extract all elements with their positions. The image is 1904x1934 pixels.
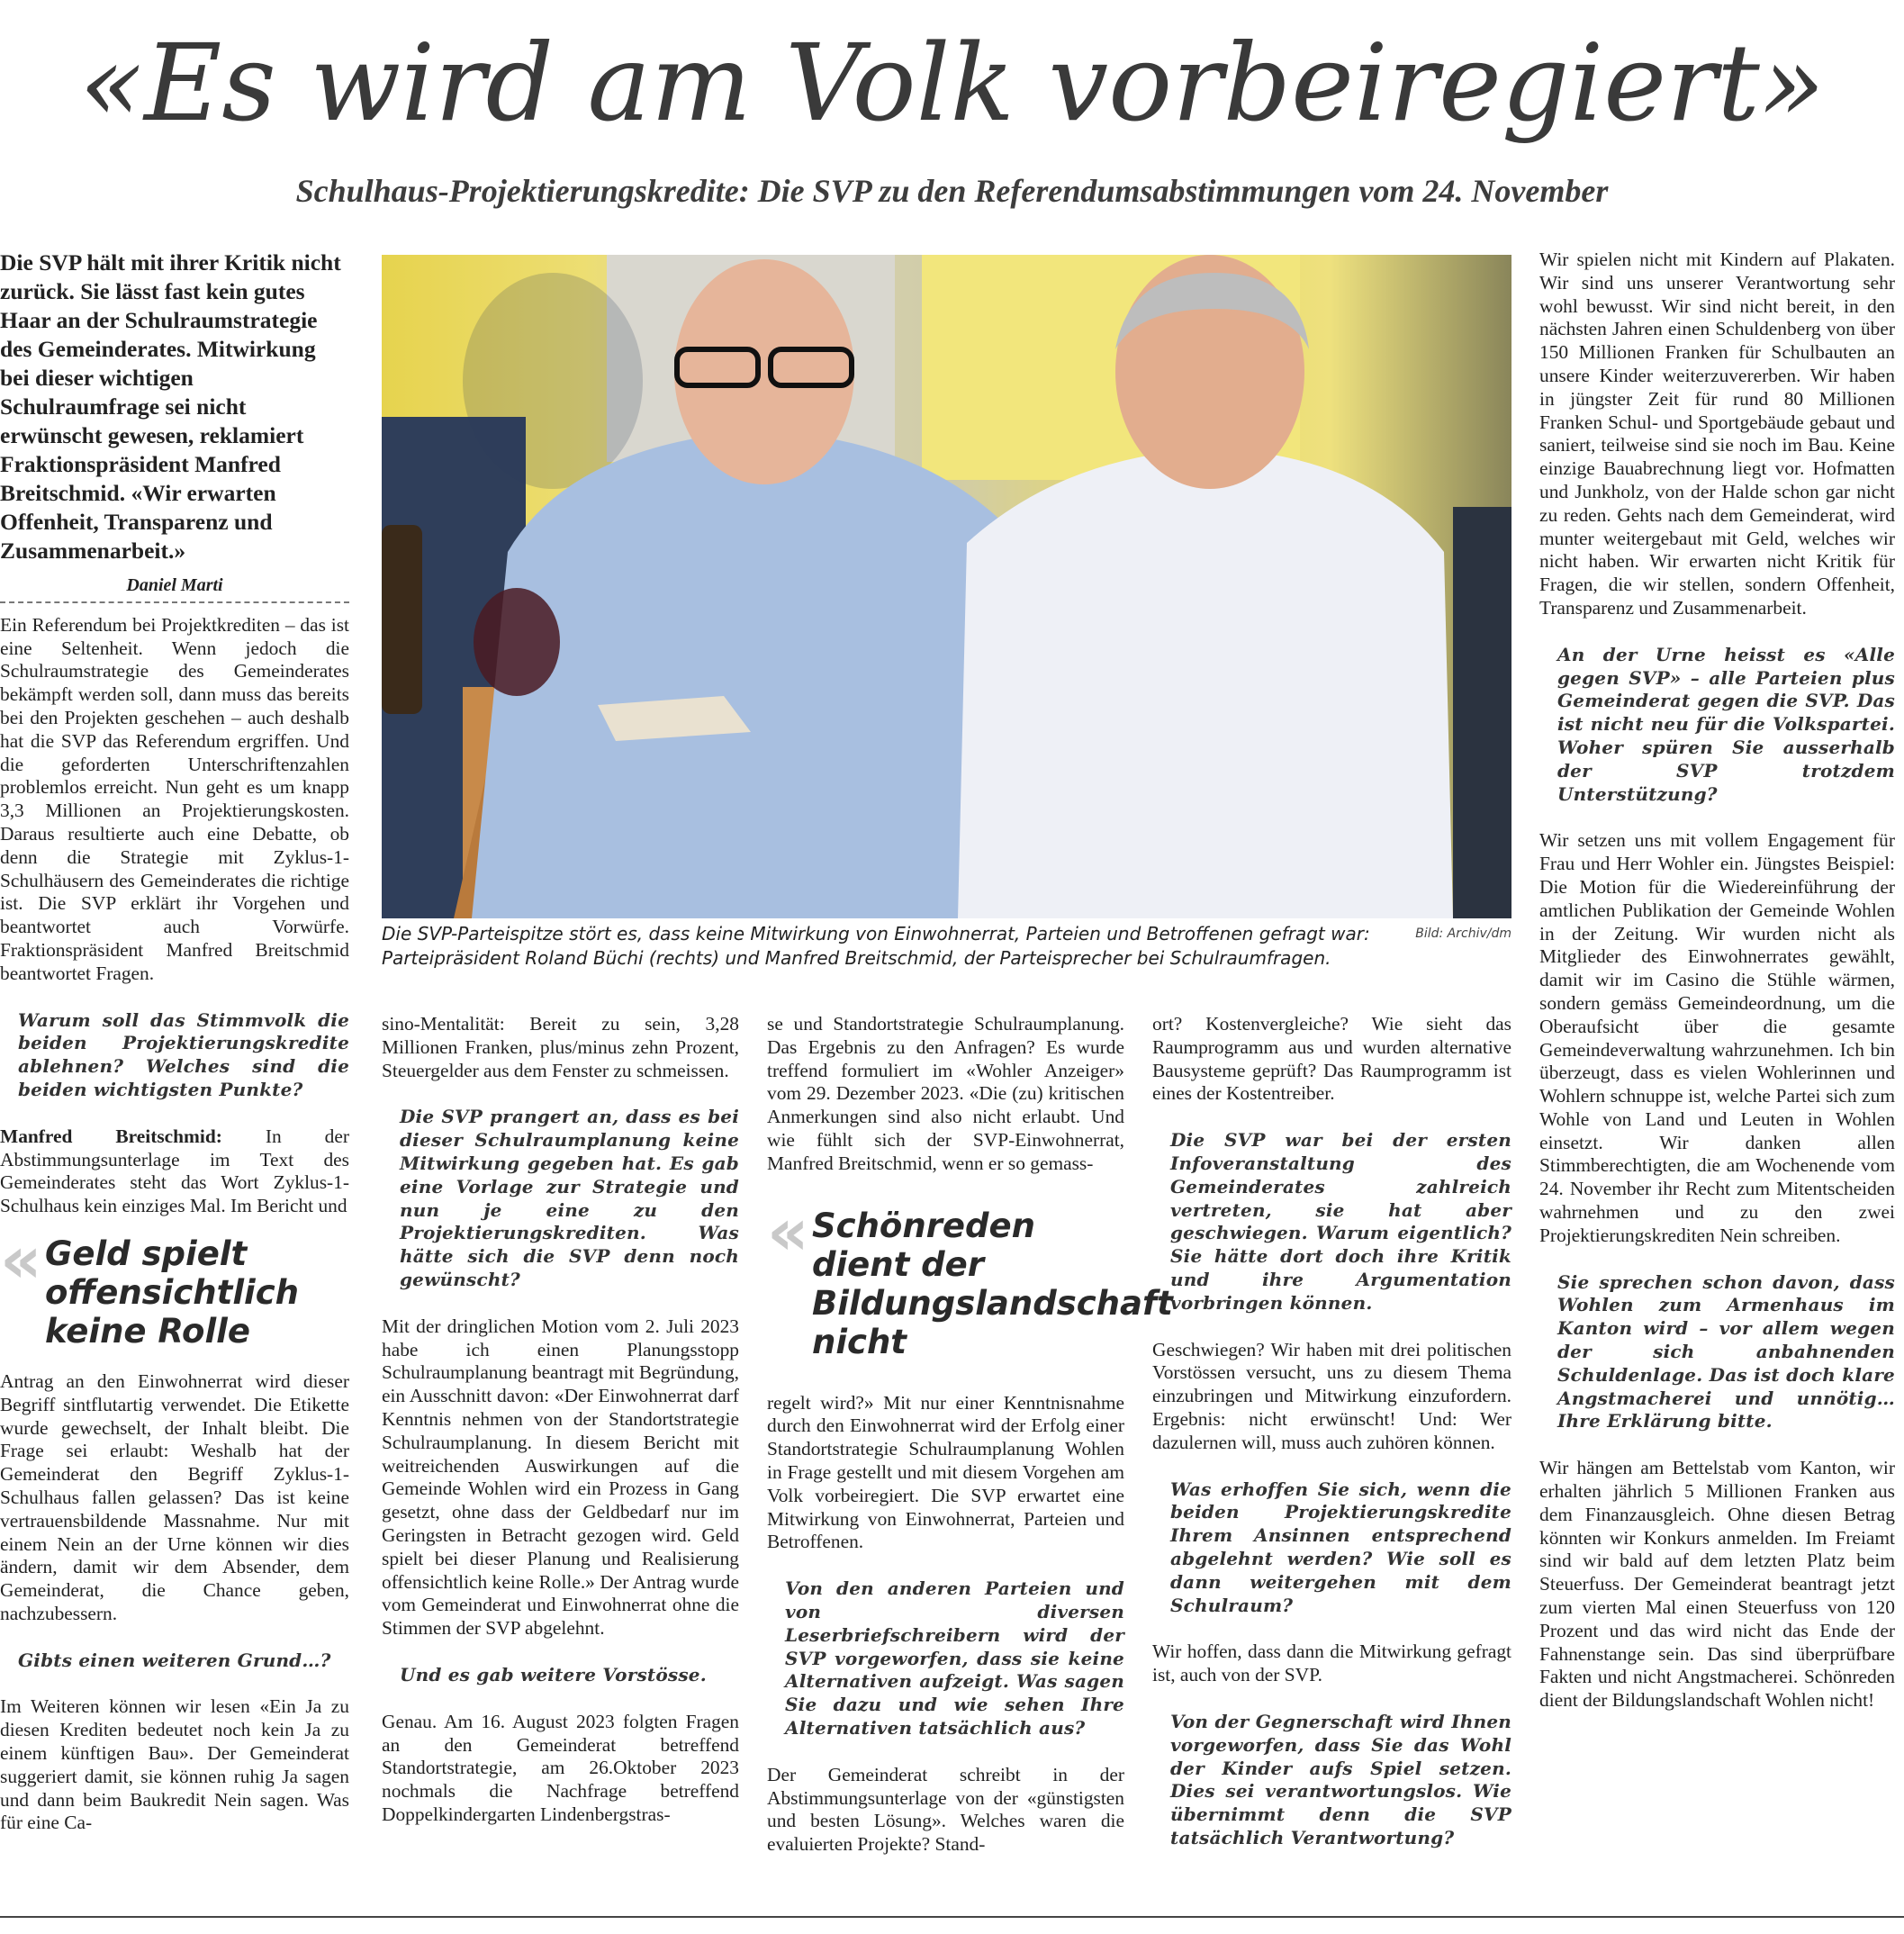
interview-question: Die SVP war bei der ersten Infoveranstaltung des Gemeinderates zahlreich vertreten, sie hat aber geschwiegen. Warum eigentlich? Sie hätte dort doch ihre Kritik und ihre Argumentation vorbringen können. <box>1170 1129 1511 1314</box>
paragraph: Der Gemeinderat schreibt in der Abstimmungsunterlage von der «günstigsten und besten Lösung». Welches waren die evaluierten Projekte? Stand- <box>767 1763 1124 1856</box>
photo-illustration <box>382 255 1511 918</box>
bottom-rule <box>0 1916 1904 1918</box>
quote-mark-icon: « <box>0 1221 42 1297</box>
interview-question: Die SVP prangert an, dass es bei dieser Schulraumplanung keine Mitwirkung gegeben hat. Es gab eine Vorlage zur Strategie und nun je eine zu den Projektierungskrediten. Was hätte sich die SVP denn noch gewünscht? <box>400 1106 739 1290</box>
paragraph: se und Standortstrategie Schulraumplanung. Das Ergebnis zu den Anfragen? Es wurde treffend formuliert im «Wohler Anzeiger» vom 29. Dezember 2023. «Die (zu) kritischen Anmerkungen sind also nicht erlaubt. Und wie fühlt sich der SVP-Einwohnerrat, Manfred Breitschmid, wenn er so gemass- <box>767 1013 1124 1174</box>
interview-question: Von der Gegnerschaft wird Ihnen vorgeworfen, dass Sie das Wohl der Kinder aufs Spiel setzen. Dies sei verantwortungslos. Wie übernimmt denn die SVP tatsächlich Verantwortung? <box>1170 1710 1511 1848</box>
paragraph <box>0 1125 349 1218</box>
interview-question: An der Urne heisst es «Alle gegen SVP» – alle Parteien plus Gemeinderat gegen die SVP. Das ist nicht neu für die Volkspartei. Woher spüren Sie ausserhalb der SVP trotzdem Unterstützung? <box>1557 643 1895 805</box>
interview-question: Was erhoffen Sie sich, wenn die beiden Projektierungskredite Ihrem Ansinnen entsprechend abgelehnt werden? Wie soll es dann weitergehen mit dem Schulraum? <box>1170 1478 1511 1616</box>
subheadline: Schulhaus-Projektierungskredite: Die SVP zu den Referendumsabstimmungen vom 24. November <box>295 173 1609 209</box>
photo-caption <box>382 922 1511 971</box>
column-3 <box>767 1013 1173 1913</box>
pull-quote <box>0 1221 349 1351</box>
caption-line: Die SVP-Parteispitze stört es, dass keine Mitwirkung von Einwohnerrat, Parteien und Betroffenen gefragt war: <box>382 923 1370 944</box>
interview-question: Und es gab weitere Vorstösse. <box>400 1663 707 1685</box>
paragraph: Genau. Am 16. August 2023 folgten Fragen an den Gemeinderat betreffend Standortstrategie, am 26.Oktober 2023 nochmals die Nachfrage betreffend Doppelkindergarten Lindenbergstras- <box>382 1710 739 1825</box>
author-byline: Daniel Marti <box>0 565 349 603</box>
paragraph: Antrag an den Einwohnerrat wird dieser Begriff sintflutartig verwendet. Die Etikette wurde gewechselt, der Inhalt bleibt. Die Frage sei erlaubt: Weshalb hat der Gemeinderat den Begriff Zyklus-1-Schulhaus fallen gelassen? Das ist keine vertrauensbildende Massnahme. Nur mit einem Nein an der Urne können wir dies ändern, damit wir dem Absender, dem Gemeinderat, die Chance geben, nachzubessern. <box>0 1369 349 1624</box>
paragraph: Wir setzen uns mit vollem Engagement für Frau und Herr Wohler ein. Jüngstes Beispiel: Die Motion für die Wiedereinführung der amtlichen Publikation der Gemeinde Wohlen in der Zeitung. Wir wurden nicht als Mitglieder des Einwohnerrates gewählt, damit wir im Casino die Stühle wärmen, sondern gemäss Gemeindeordnung, um die Oberaufsicht über die gesamte Gemeindeverwaltung wahrzunehmen. Ich bin überzeugt, dass es vielen Wohlerinnen und Wohlern schnuppe ist, welche Partei sich zum Wohle von Land und Leuten in Wohlen einsetzt. Wir danken allen Stimmberechtigten, die am Wochenende vom 24. November ihr Recht zum Mitentscheiden wahrnehmen und zu den zwei Projektierungskrediten Nein schreiben. <box>1539 829 1895 1246</box>
column-1 <box>0 249 349 1914</box>
lead-paragraph: Die SVP hält mit ihrer Kritik nicht zurück. Sie lässt fast kein gutes Haar an der Schulraumstrategie des Gemeinderates. Mitwirkung bei dieser wichtigen Schulraumfrage sei nicht erwünscht gewesen, reklamiert Fraktionspräsident Manfred Breitschmid. «Wir erwarten Offenheit, Transparenz und Zusammenarbeit.» <box>0 249 341 564</box>
paragraph: regelt wird?» Mit nur einer Kenntnisnahme durch den Einwohnerrat wird der Erfolg einer Standortstrategie Schulraumplanung Wohlen in Frage gestellt und mit diesem Vorgehen am Volk vorbeiregiert. Die SVP erwartet eine Mitwirkung von Einwohnerrat, Parteien und Betroffenen. <box>767 1391 1124 1553</box>
column-4 <box>1152 1013 1511 1913</box>
pull-quote-text: Geld spielt offensichtlich keine Rolle <box>45 1234 299 1351</box>
pull-quote-text: Schönreden dient der Bildungslandschaft nicht <box>812 1206 1173 1361</box>
interview-question: Sie sprechen schon davon, dass Wohlen zum Armenhaus im Kanton wird – vor allem wegen der sich anbahnenden Schuldenlage. Das ist doch klare Angstmacherei und unnötig… Ihre Erklärung bitte. <box>1557 1270 1895 1432</box>
pull-quote <box>767 1193 1173 1361</box>
paragraph: Mit der dringlichen Motion vom 2. Juli 2023 habe ich einen Planungsstopp Schulraumplanung beantragt mit Begründung, ein Ausschnitt davon: «Der Einwohnerrat darf Kenntnis nehmen von der Standortstrategie Schulraumplanung. In diesem Bericht mit weitreichenden Auswirkungen auf die Gemeinde Wohlen wird ein Prozess in Gang gesetzt, ohne dass der Geldbedarf nur im Geringsten in Betracht gezogen wird. Geld spielt bei dieser Planung und Realisierung offensichtlich keine Rolle.» Der Antrag wurde vom Gemeinderat und Einwohnerrat ohne die Stimmen der SVP abgelehnt. <box>382 1315 739 1640</box>
interview-question: Von den anderen Parteien und von diversen Leserbriefschreibern wird der SVP vorgeworfen, dass sie keine Alternativen aufzeigt. Was sagen Sie dazu und wie sehen Ihre Alternativen tatsächlich aus? <box>785 1577 1124 1739</box>
paragraph: Ein Referendum bei Projektkrediten – das ist eine Seltenheit. Wenn jedoch die Schulraumstrategie des Gemeinderates bekämpft werden soll, dann muss das bereits bei den Projekten geschehen – auch deshalb hat die SVP das Referendum ergriffen. Und die geforderten Unterschriftenzahlen problemlos erreicht. Nun geht es um knapp 3,3 Millionen an Projektierungskosten. Daraus resultierte auch eine Debatte, ob denn die Strategie mit Zyklus-1-Schulhäusern des Gemeinderates die richtige ist. Die SVP erklärt ihr Vorgehen und beantwortet auch Vorwürfe. Fraktionspräsident Manfred Breitschmid beantwortet Fragen. <box>0 613 349 984</box>
interview-question: Warum soll das Stimmvolk die beiden Projektierungskredite ablehnen? Welches sind die beiden wichtigsten Punkte? <box>18 1008 349 1100</box>
paragraph: ort? Kostenvergleiche? Wie sieht das Raumprogramm aus und wurden alternative Bausysteme geprüft? Das Raumprogramm ist eines der Kostentreiber. <box>1152 1013 1511 1105</box>
photo-credit: Bild: Archiv/dm <box>1415 926 1511 941</box>
quote-mark-icon: « <box>767 1193 809 1270</box>
paragraph: Im Weiteren können wir lesen «Ein Ja zu diesen Krediten bedeutet noch kein Ja zu einem künftigen Bau». Der Gemeinderat suggeriert damit, sie können ruhig Ja sagen und dann beim Baukredit Nein sagen. Was für eine Ca- <box>0 1695 349 1834</box>
headline: «Es wird am Volk vorbeiregiert» <box>78 21 1826 145</box>
column-2 <box>382 1013 739 1913</box>
paragraph: Wir hoffen, dass dann die Mitwirkung gefragt ist, auch von der SVP. <box>1152 1640 1511 1686</box>
interview-question: Gibts einen weiteren Grund…? <box>18 1649 331 1671</box>
article-photo <box>382 255 1511 918</box>
paragraph: sino-Mentalität: Bereit zu sein, 3,28 Millionen Franken, plus/minus zehn Prozent, Steuergelder aus dem Fenster zu schmeissen. <box>382 1013 739 1081</box>
paragraph: Wir spielen nicht mit Kindern auf Plakaten. Wir sind uns unserer Verantwortung sehr wohl bewusst. Wir sind nicht bereit, in den nächsten Jahren einen Schuldenberg von über 150 Millionen Franken für Schulbauten an unsere Kinder weiterzuvererben. Wir haben in jüngster Zeit für rund 80 Millionen Franken Schul- und Sportgebäude gebaut und saniert, teilweise sind sie noch im Bau. Keine einzige Bauabrechnung liegt vor. Hofmatten und Junkholz, von der Halde schon gar nicht zu reden. Gehts nach dem Gemeinderat, wird munter weitergebaut mit Geld, welches wir nicht haben. Wir erwarten nicht Kritik für Fragen, die wir stellen, sondern Offenheit, Transparenz und Zusammenarbeit. <box>1539 249 1895 619</box>
paragraph: Wir hängen am Bettelstab vom Kanton, wir erhalten jährlich 5 Millionen Franken aus dem Finanzausgleich. Ohne diesen Betrag könnten wir Konkurs anmelden. Im Freiamt sind wir bald auf dem letzten Platz beim Steuerfuss. Der Gemeinderat beantragt jetzt zum vierten Mal einen Steuerfuss von 120 Prozent und das wird nicht das Ende der Fahnenstange sein. Das sind überprüfbare Fakten und nicht Angstmacherei. Schönreden dient der Bildungslandschaft Wohlen nicht! <box>1539 1457 1895 1712</box>
paragraph: Geschwiegen? Wir haben mit drei politischen Vorstössen versucht, uns zu diesem Thema einzubringen und Mitwirkung einzufordern. Ergebnis: nicht erwünscht! Und: Wer dazulernen will, muss auch zuhören können. <box>1152 1338 1511 1453</box>
column-5 <box>1539 249 1895 1914</box>
answer-text: In der Abstimmungsunterlage im Text des Gemeinderates steht das Wort Zyklus-1-Schulhaus kein einziges Mal. Im Bericht und <box>0 1125 349 1217</box>
interviewee-name: Manfred Breitschmid: <box>0 1125 222 1147</box>
caption-line: Parteipräsident Roland Büchi (rechts) und Manfred Breitschmid, der Parteisprecher bei Schulraumfragen. <box>382 947 1331 969</box>
